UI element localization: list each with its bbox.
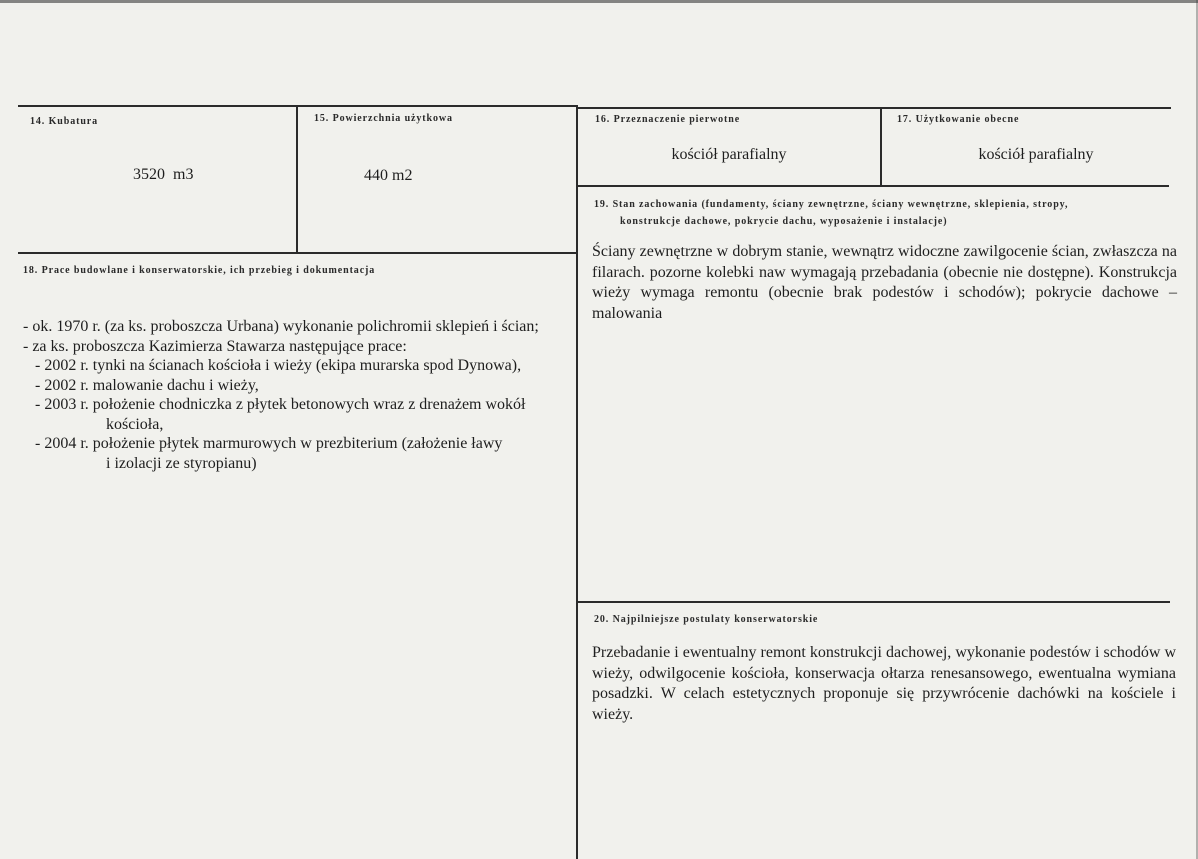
list-item: - 2002 r. tynki na ścianach kościoła i wieży (ekipa murarska spod Dynowa), bbox=[35, 357, 522, 374]
stan-label bbox=[594, 196, 1174, 230]
rule-top-right bbox=[577, 107, 1171, 109]
divider-14-15 bbox=[296, 105, 298, 254]
rule-above-20 bbox=[577, 601, 1170, 603]
kubatura-value: 3520 m3 bbox=[133, 166, 194, 183]
scan-top-edge bbox=[0, 0, 1198, 3]
przeznaczenie-label: 16. Przeznaczenie pierwotne bbox=[595, 114, 741, 125]
prace-label: 18. Prace budowlane i konserwatorskie, ich przebieg i dokumentacja bbox=[23, 265, 376, 276]
list-item: - za ks. proboszcza Kazimierza Stawarza następujące prace: bbox=[23, 337, 407, 355]
uzytkowanie-label: 17. Użytkowanie obecne bbox=[897, 114, 1020, 125]
rule-above-18 bbox=[18, 252, 577, 254]
rule-above-19 bbox=[577, 185, 1169, 187]
divider-center bbox=[576, 105, 578, 859]
list-item: i izolacji ze styropianu) bbox=[106, 454, 257, 472]
list-item: kościoła, bbox=[106, 415, 164, 433]
powierzchnia-label: 15. Powierzchnia użytkowa bbox=[314, 113, 453, 124]
stan-label-line-1: 19. Stan zachowania (fundamenty, ściany zewnętrzne, ściany wewnętrzne, sklepienia, stropy, bbox=[594, 199, 1069, 210]
stan-text: Ściany zewnętrzne w dobrym stanie, wewnątrz widoczne zawilgocenie ścian, zwłaszcza na filarach. pozorne kolebki naw wymagają przebadania (obecnie nie dostępne). Konstrukcja wieży wymaga remontu (obecnie brak podestów i schodów); pokrycie dachowe – malowania bbox=[592, 243, 1177, 322]
powierzchnia-value: 440 m2 bbox=[364, 167, 413, 184]
list-item: - 2002 r. malowanie dachu i wieży, bbox=[35, 376, 259, 394]
list-item: - ok. 1970 r. (za ks. proboszcza Urbana) wykonanie polichromii sklepień i ścian; bbox=[23, 318, 539, 335]
list-item: - 2003 r. położenie chodniczka z płytek betonowych wraz z drenażem wokół bbox=[35, 396, 526, 413]
przeznaczenie-value: kościół parafialny bbox=[671, 146, 787, 163]
postulaty-label: 20. Najpilniejsze postulaty konserwatorskie bbox=[594, 614, 819, 625]
kubatura-label: 14. Kubatura bbox=[30, 116, 99, 127]
prace-list bbox=[23, 317, 575, 473]
stan-label-line-2: konstrukcje dachowe, pokrycie dachu, wyposażenie i instalacje) bbox=[620, 216, 948, 227]
postulaty-text: Przebadanie i ewentualny remont konstrukcji dachowej, wykonanie podestów i schodów w wieży, odwilgocenie kościoła, konserwacja ołtarza renesansowego, ewentualna wymiana posadzki. W celach estetycznych proponuje się przywrócenie dachówki na kościele i wieży. bbox=[592, 644, 1176, 723]
uzytkowanie-value: kościół parafialny bbox=[978, 146, 1094, 163]
list-item: - 2004 r. położenie płytek marmurowych w prezbiterium (założenie ławy bbox=[35, 435, 503, 452]
